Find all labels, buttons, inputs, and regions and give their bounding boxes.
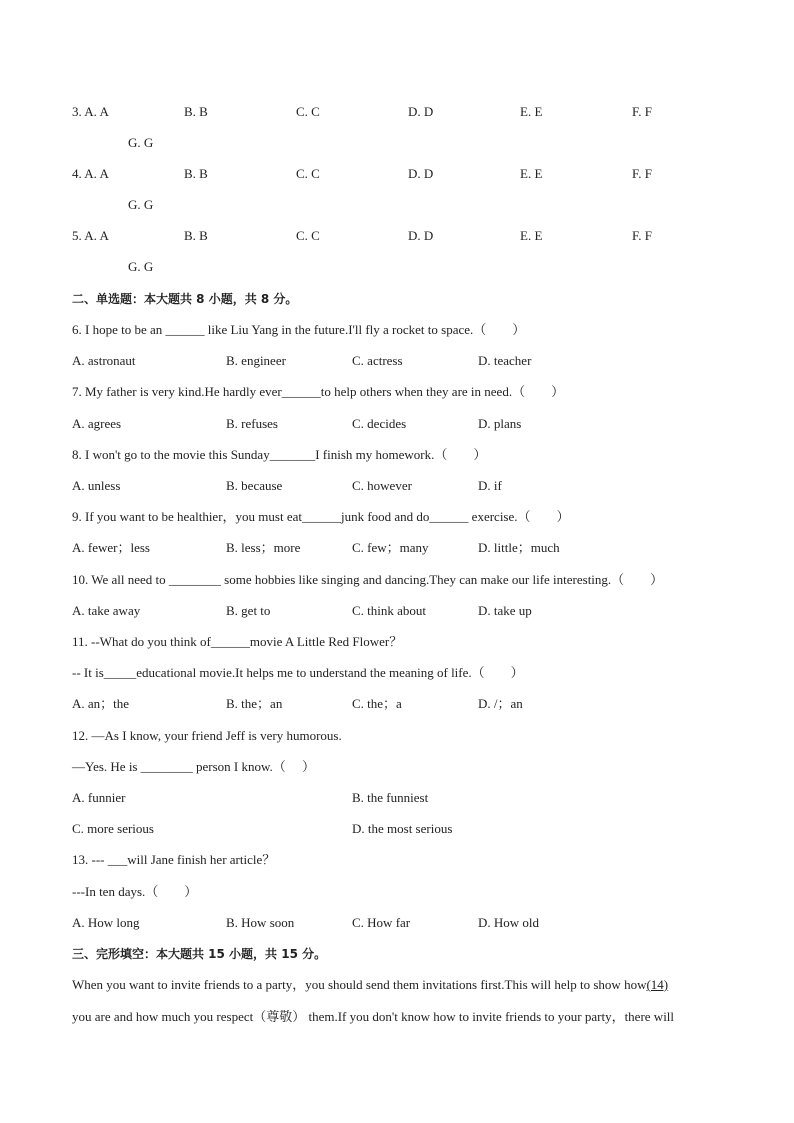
question-stem: 10. We all need to ________ some hobbies like singing and dancing.They can make our life interesting.（ ） [72,572,664,587]
option-a: A. funnier [72,790,126,805]
option-d: D. the most serious [352,821,453,836]
passage-line: you are and how much you respect（尊敬） them.If you don't know how to invite friends to your party，there will [72,1009,675,1024]
option-c: C. the；a [352,696,402,711]
option-b: B. less；more [226,540,301,555]
question-stem-reply: -- It is_____educational movie.It helps me to understand the meaning of life.（ ） [72,665,524,680]
option-d: D. /；an [478,696,523,711]
option-c: C. How far [352,915,411,930]
option-c: C. C [296,228,320,243]
question-stem: 13. --- ___will Jane finish her article？ [72,852,276,867]
section-heading: 三、完形填空：本大题共 15 小题，共 15 分。 [72,947,327,961]
option-a: A. astronaut [72,353,136,368]
question-stem: 8. I won't go to the movie this Sunday_______I finish my homework.（ ） [72,447,487,462]
option-g: G. G [128,197,154,212]
option-f: F. F [632,228,652,243]
option-d: D. How old [478,915,540,930]
option-c: C. C [296,104,320,119]
option-e: E. E [520,104,543,119]
question-stem: 11. --What do you think of______movie A Little Red Flower？ [72,634,403,649]
question-stem: 7. My father is very kind.He hardly ever______to help others when they are in need.（ ） [72,384,565,399]
option-b: B. refuses [226,416,278,431]
option-f: F. F [632,104,652,119]
option-c: C. more serious [72,821,154,836]
passage-line [72,977,722,993]
option-c: C. think about [352,603,427,618]
option-d: D. little；much [478,540,560,555]
option-b: B. B [184,228,208,243]
option-d: D. D [408,104,434,119]
option-d: D. teacher [478,353,532,368]
option-d: D. plans [478,416,522,431]
option-e: E. E [520,166,543,181]
option-b: B. B [184,104,208,119]
option-a: 5. A. A [72,228,109,243]
option-d: D. D [408,166,434,181]
option-b: B. because [226,478,283,493]
question-stem: 12. —As I know, your friend Jeff is very humorous. [72,728,342,743]
question-stem-reply: —Yes. He is ________ person I know.（ ） [72,759,316,774]
option-b: B. engineer [226,353,286,368]
option-b: B. get to [226,603,271,618]
cloze-blank-14: (14) [646,977,669,992]
option-b: B. the funniest [352,790,429,805]
section-heading: 二、单选题：本大题共 8 小题，共 8 分。 [72,292,298,306]
option-a: A. unless [72,478,121,493]
option-b: B. How soon [226,915,295,930]
option-c: C. however [352,478,412,493]
option-a: 3. A. A [72,104,109,119]
option-c: C. decides [352,416,407,431]
option-c: C. C [296,166,320,181]
option-a: A. an；the [72,696,130,711]
option-a: A. How long [72,915,140,930]
option-d: D. take up [478,603,532,618]
option-d: D. D [408,228,434,243]
option-c: C. actress [352,353,403,368]
option-c: C. few；many [352,540,429,555]
option-a: A. agrees [72,416,122,431]
passage-text: When you want to invite friends to a party，you should send them invitations first.This will help to show how [72,977,647,992]
option-b: B. B [184,166,208,181]
question-stem: 9. If you want to be healthier，you must eat______junk food and do______ exercise.（ ） [72,509,570,524]
option-a: A. take away [72,603,141,618]
option-d: D. if [478,478,502,493]
option-f: F. F [632,166,652,181]
option-a: A. fewer；less [72,540,150,555]
question-stem: 6. I hope to be an ______ like Liu Yang in the future.I'll fly a rocket to space.（ ） [72,322,526,337]
option-g: G. G [128,135,154,150]
option-b: B. the；an [226,696,283,711]
option-a: 4. A. A [72,166,109,181]
question-stem-reply: ---In ten days.（ ） [72,884,198,899]
option-e: E. E [520,228,543,243]
option-g: G. G [128,259,154,274]
